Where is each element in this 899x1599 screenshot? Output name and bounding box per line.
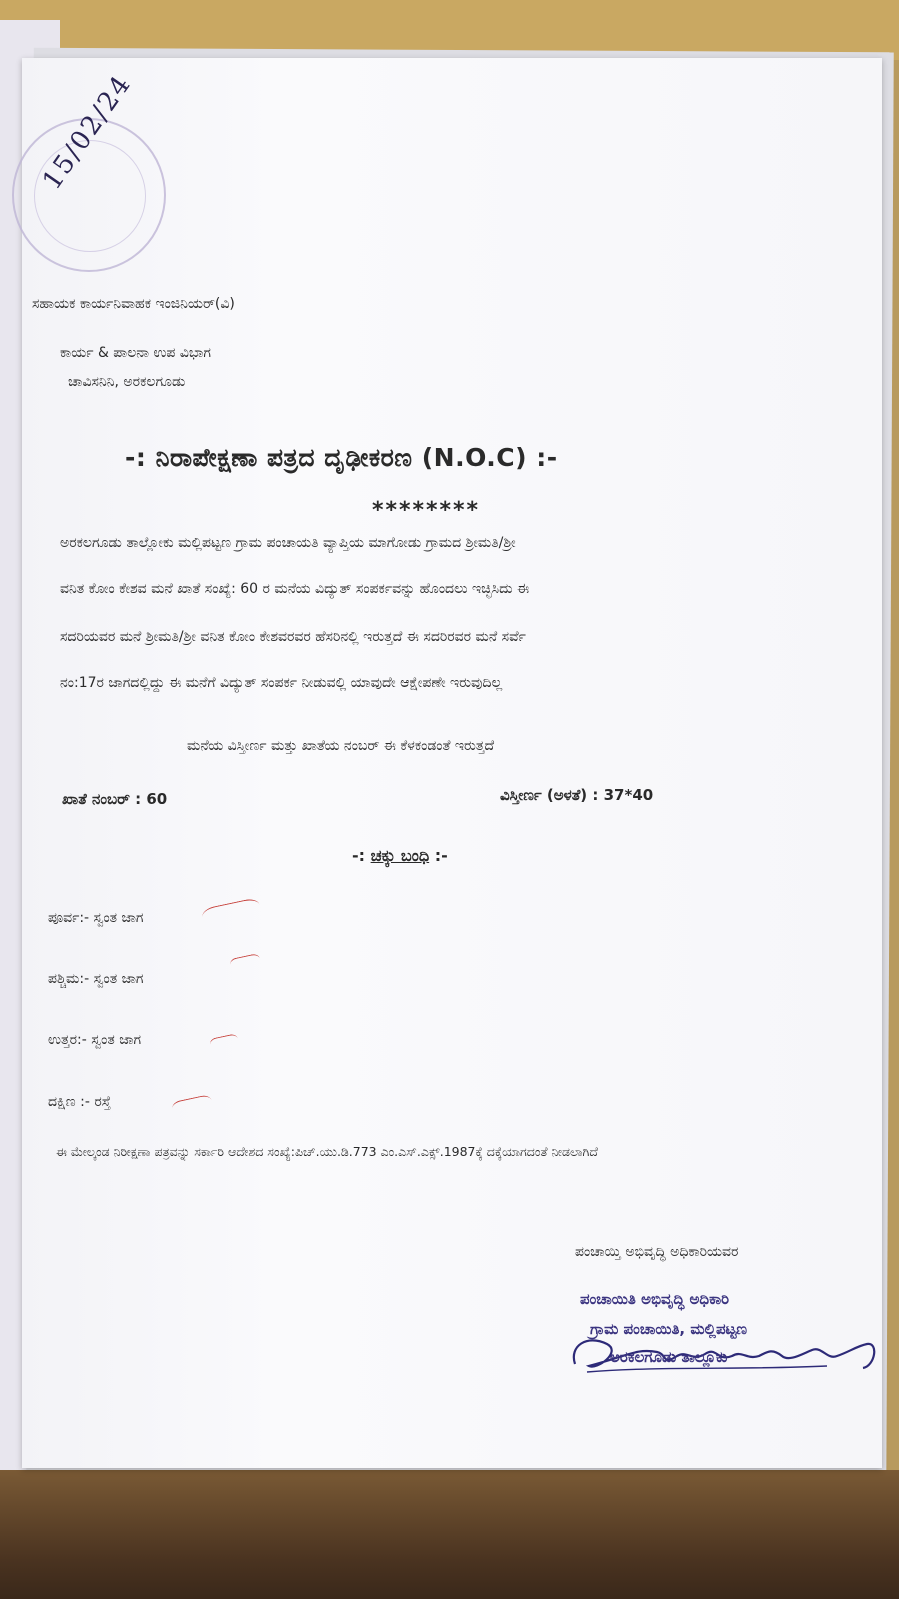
seal-taluk: ಅರಕಲಗೂಡು ತಾಲ್ಲೂಕು: [610, 1348, 728, 1366]
noc-document: [22, 58, 882, 1468]
sender-division: ಕಾರ್ಯ & ಪಾಲನಾ ಉಪ ವಿಭಾಗ: [60, 345, 211, 361]
tick-mark: [201, 897, 261, 924]
seal-designation: ಪಂಚಾಯಿತಿ ಅಭಿವೃದ್ಧಿ ಅಧಿಕಾರಿ: [580, 1290, 730, 1308]
boundary-north: ಉತ್ತರ:- ಸ್ವಂತ ಜಾಗ: [48, 1032, 142, 1048]
signatory-role: ಪಂಚಾಯ್ತಿ ಅಭಿವೃದ್ಧಿ ಅಧಿಕಾರಿಯವರ: [575, 1244, 739, 1260]
seal-panchayat: ಗ್ರಾಮ ಪಂಚಾಯಿತಿ, ಮಲ್ಲಿಪಟ್ಟಣ: [590, 1320, 748, 1338]
body-line-4: ನಂ:17ರ ಜಾಗದಲ್ಲಿದ್ದು ಈ ಮನೆಗೆ ವಿದ್ಯುತ್ ಸಂಪರ್ಕ ನೀಡುವಲ್ಲಿ ಯಾವುದೇ ಆಕ್ಷೇಪಣೇ ಇರುವುದಿಲ್ಲ: [60, 675, 503, 691]
boundary-south: ದಕ್ಷಿಣ :- ರಸ್ತೆ: [48, 1094, 111, 1110]
khata-number: ಖಾತೆ ನಂಬರ್ : 60: [62, 790, 168, 808]
footer-statement: ಈ ಮೇಲ್ಕಂಡ ನಿರೀಕ್ಷಣಾ ಪತ್ರವನ್ನು ಸರ್ಕಾರಿ ಆದೇಶದ ಸಂಖ್ಯೆ:ಪಿಚ್.ಯು.ಡಿ.773 ಎಂ.ಎಸ್.ಎಕ್ಸ್.1987ಕ್ಕೆ ದಕ್ಕೆಯಾಗದಂತೆ ನೀಡಲಾಗಿದೆ: [56, 1144, 598, 1159]
body-line-2: ವನಿತ ಕೋಂ ಕೇಶವ ಮನೆ ಖಾತೆ ಸಂಖ್ಯೆ: 60 ರ ಮನೆಯ ವಿದ್ಯುತ್ ಸಂಪರ್ಕವನ್ನು ಹೊಂದಲು ಇಚ್ಛಿಸಿದು ಈ: [60, 581, 530, 597]
house-area: ವಿಸ್ತೀರ್ಣ (ಅಳತೆ) : 37*40: [500, 786, 654, 804]
tick-mark: [171, 1094, 213, 1115]
stamp-date: 15/02/24: [37, 69, 138, 196]
boundary-heading-prefix: -:: [352, 846, 371, 865]
document-title: -: ನಿರಾಪೇಕ್ಷಣಾ ಪತ್ರದ ದೃಢೀಕರಣ (N.O.C) :-: [125, 443, 558, 472]
desk-edge: [0, 1470, 899, 1599]
boundary-heading-suffix: :-: [429, 846, 448, 865]
sender-location: ಚಾವಿಸನಿನಿ, ಅರಕಲಗೂಡು: [68, 374, 186, 390]
sender-designation: ಸಹಾಯಕ ಕಾರ್ಯನಿವಾಹಕ ಇಂಜಿನಿಯರ್(ವಿ): [32, 296, 235, 312]
tick-mark: [229, 953, 261, 970]
boundary-east: ಪೂರ್ವ:- ಸ್ವಂತ ಜಾಗ: [48, 910, 144, 926]
details-intro: ಮನೆಯ ವಿಸ್ತೀರ್ಣ ಮತ್ತು ಖಾತೆಯ ನಂಬರ್ ಈ ಕೆಳಕಂಡಂತೆ ಇರುತ್ತದೆ: [187, 738, 495, 754]
boundary-west: ಪಶ್ಚಿಮ:- ಸ್ವಂತ ಜಾಗ: [48, 971, 144, 987]
body-line-3: ಸದರಿಯವರ ಮನೆ ಶ್ರೀಮತಿ/ಶ್ರೀ ವನಿತ ಕೋಂ ಕೇಶವರವರ ಹೆಸರಿನಲ್ಲಿ ಇರುತ್ತದೆ ಈ ಸದರಿರವರ ಮನೆ ಸರ್ವೆ: [60, 629, 526, 645]
boundary-heading: [352, 846, 448, 866]
boundary-heading-text: ಚಕ್ಕು ಬಂಧಿ: [370, 846, 430, 865]
body-line-1: ಅರಕಲಗೂಡು ತಾಲ್ಲೋಕು ಮಲ್ಲಿಪಟ್ಟಣ ಗ್ರಾಮ ಪಂಚಾಯತಿ ವ್ಯಾಪ್ತಿಯ ಮಾಗೋಡು ಗ್ರಾಮದ ಶ್ರೀಮತಿ/ಶ್ರೀ: [60, 535, 516, 551]
title-separator: ********: [372, 498, 481, 523]
tick-mark: [209, 1033, 239, 1050]
